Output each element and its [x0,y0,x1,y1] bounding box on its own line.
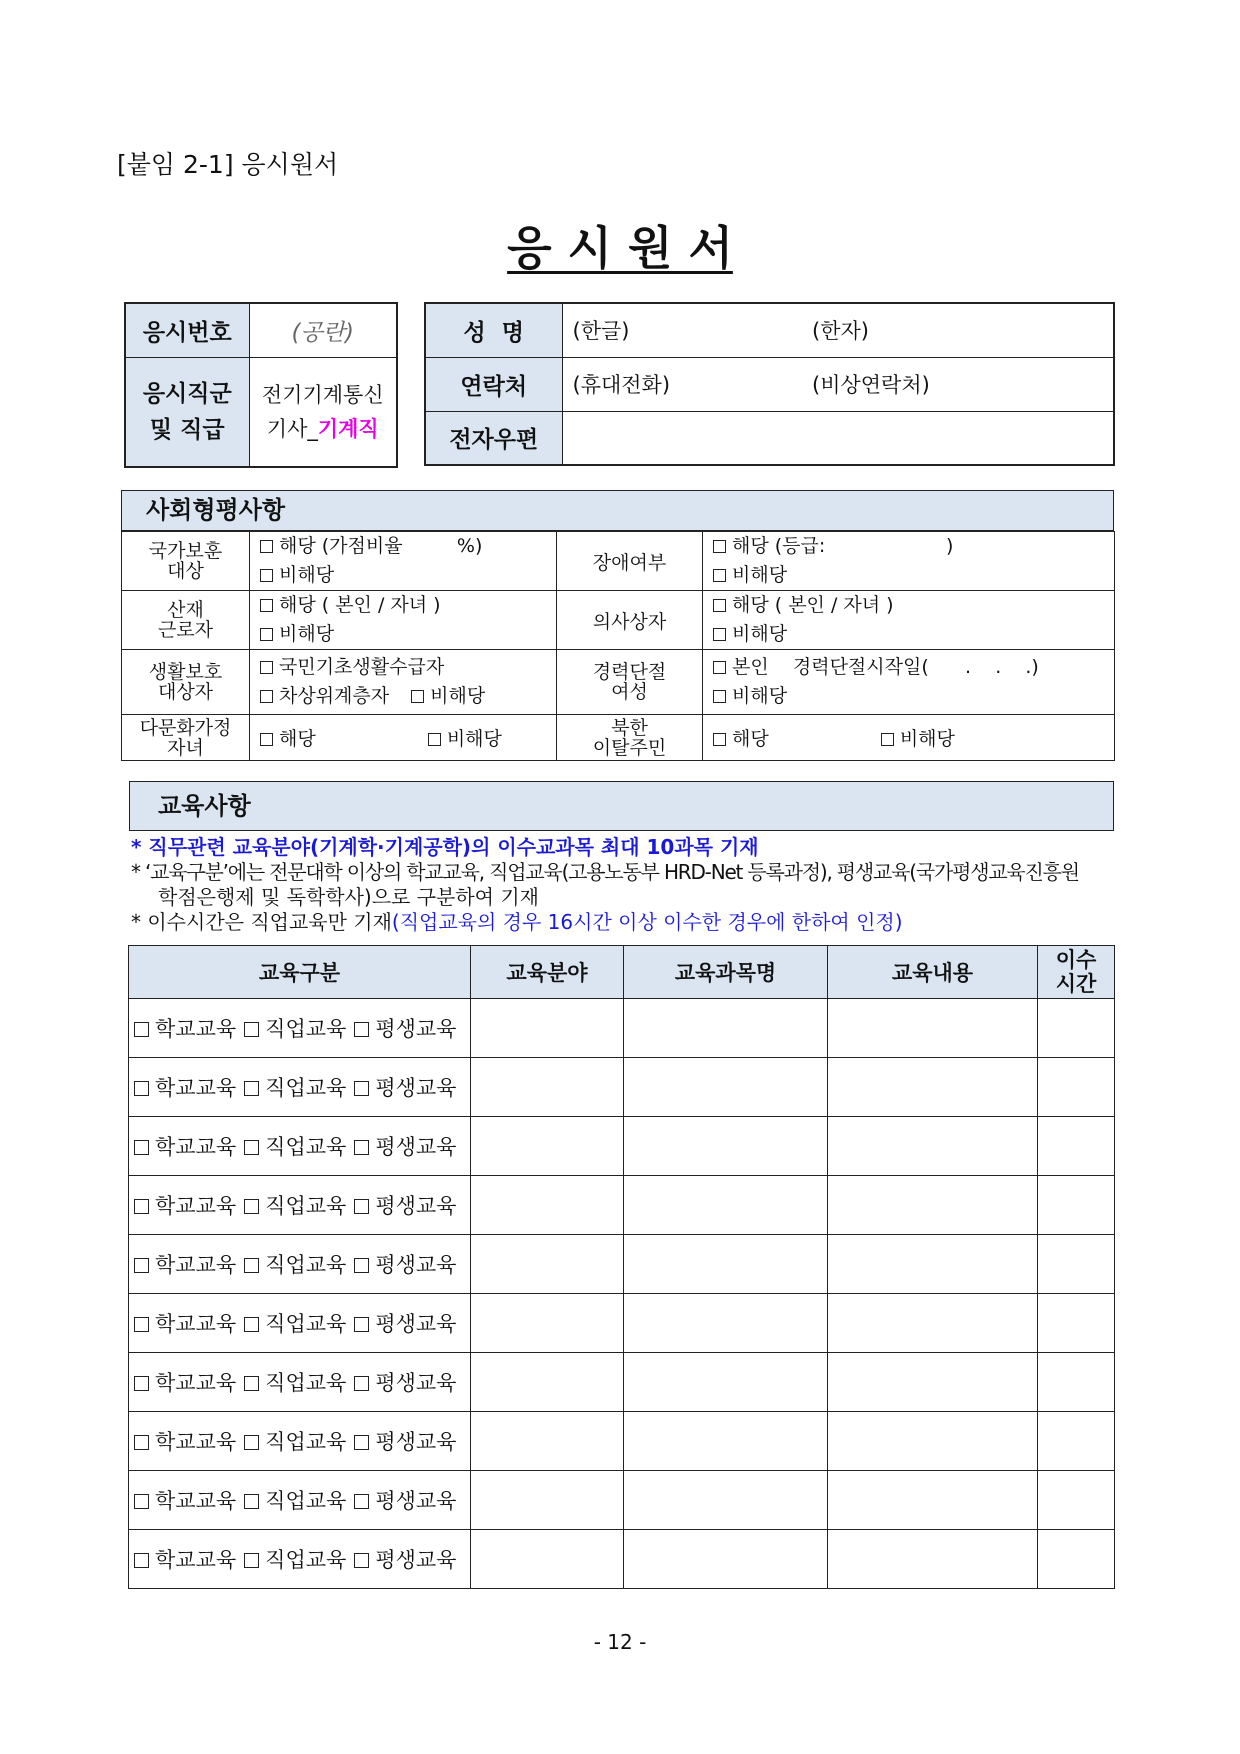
school-checkbox[interactable] [134,1258,149,1273]
edu-type-option-label: 학교교육 [155,1371,237,1395]
education-row [129,1530,1115,1589]
job-category-label: 응시직군 및 직급 [125,357,249,467]
checkbox[interactable] [713,628,726,641]
social-table [121,531,1115,761]
edu-type-option-label: 학교교육 [155,1312,237,1336]
multicultural-label: 다문화가정 자녀 [122,715,250,761]
name-label: 성 명 [425,303,562,357]
edu-type-option-label: 직업교육 [265,1312,347,1336]
school-checkbox[interactable] [134,1494,149,1509]
email-field[interactable] [562,411,1114,465]
school-checkbox[interactable] [134,1081,149,1096]
job-checkbox[interactable] [244,1022,259,1037]
veteran-options: 해당 (가점비율 %) 비해당 [250,532,557,591]
education-row [129,999,1115,1058]
edu-type-option-label: 평생교육 [375,1076,457,1100]
edu-type-option-label: 직업교육 [265,1489,347,1513]
lifelong-checkbox[interactable] [354,1317,369,1332]
lifelong-checkbox[interactable] [354,1140,369,1155]
education-section-header: 교육사항 [129,781,1114,831]
checkbox[interactable] [260,733,273,746]
job-category-value: 전기기계통신 기사_기계직 [249,357,397,467]
hours-cell[interactable] [1038,1353,1115,1412]
job-checkbox[interactable] [244,1317,259,1332]
exam-number-label: 응시번호 [125,303,249,357]
education-row [129,1294,1115,1353]
school-checkbox[interactable] [134,1022,149,1037]
course-name-cell[interactable] [624,1294,828,1353]
checkbox[interactable] [428,733,441,746]
checkbox[interactable] [260,661,273,674]
school-checkbox[interactable] [134,1553,149,1568]
edu-type-cell [129,1058,471,1117]
edu-type-option-label: 직업교육 [265,1135,347,1159]
education-row [129,1176,1115,1235]
hours-cell[interactable] [1038,1235,1115,1294]
col-header-course-content: 교육내용 [828,946,1038,999]
col-header-edu-field: 교육분야 [471,946,624,999]
col-header-hours: 이수 시간 [1038,946,1115,999]
checkbox[interactable] [713,733,726,746]
checkbox[interactable] [881,733,894,746]
hours-cell[interactable] [1038,1176,1115,1235]
edu-type-option-label: 평생교육 [375,1253,457,1277]
edu-type-option-label: 평생교육 [375,1194,457,1218]
course-name-cell[interactable] [624,1176,828,1235]
school-checkbox[interactable] [134,1376,149,1391]
edu-type-option-label: 평생교육 [375,1135,457,1159]
education-row [129,1117,1115,1176]
page-number: - 12 - [593,1630,647,1654]
job-checkbox[interactable] [244,1435,259,1450]
edu-type-option-label: 평생교육 [375,1017,457,1041]
edu-type-option-label: 직업교육 [265,1253,347,1277]
lifelong-checkbox[interactable] [354,1022,369,1037]
checkbox[interactable] [260,569,273,582]
course-name-cell[interactable] [624,1058,828,1117]
course-content-cell[interactable] [828,1530,1038,1589]
social-section-header: 사회형평사항 [121,490,1114,531]
lifelong-checkbox[interactable] [354,1199,369,1214]
edu-field-cell[interactable] [471,1353,624,1412]
course-content-cell[interactable] [828,1117,1038,1176]
hours-cell[interactable] [1038,1058,1115,1117]
job-checkbox[interactable] [244,1081,259,1096]
name-field[interactable]: (한글) (한자) [562,303,1114,357]
course-name-cell[interactable] [624,1353,828,1412]
career-break-options: 본인 경력단절시작일( . . .) 비해당 [703,650,1115,715]
job-checkbox[interactable] [244,1376,259,1391]
course-name-cell[interactable] [624,999,828,1058]
edu-type-cell [129,1530,471,1589]
hours-cell[interactable] [1038,1117,1115,1176]
checkbox[interactable] [260,540,273,553]
lifelong-checkbox[interactable] [354,1435,369,1450]
edu-type-option-label: 학교교육 [155,1430,237,1454]
hours-cell[interactable] [1038,1530,1115,1589]
course-content-cell[interactable] [828,1353,1038,1412]
job-checkbox[interactable] [244,1258,259,1273]
contact-field[interactable]: (휴대전화) (비상연락처) [562,357,1114,411]
career-break-label: 경력단절 여성 [557,650,703,715]
education-note-2b: 학점은행제 및 독학학사)으로 구분하여 기재 [158,885,539,909]
checkbox[interactable] [713,661,726,674]
edu-field-cell[interactable] [471,1412,624,1471]
course-name-cell[interactable] [624,1235,828,1294]
checkbox[interactable] [260,690,273,703]
lifelong-checkbox[interactable] [354,1376,369,1391]
edu-type-cell [129,1353,471,1412]
exam-info-table [124,302,398,468]
course-name-cell[interactable] [624,1412,828,1471]
edu-type-option-label: 학교교육 [155,1017,237,1041]
defector-options: 해당 비해당 [703,715,1115,761]
defector-label: 북한 이탈주민 [557,715,703,761]
edu-type-option-label: 학교교육 [155,1135,237,1159]
course-content-cell[interactable] [828,1471,1038,1530]
disability-label: 장애여부 [557,532,703,591]
checkbox[interactable] [260,628,273,641]
edu-type-cell [129,1471,471,1530]
edu-type-option-label: 평생교육 [375,1430,457,1454]
edu-type-option-label: 직업교육 [265,1371,347,1395]
hours-cell[interactable] [1038,999,1115,1058]
industrial-worker-options: 해당 ( 본인 / 자녀 ) 비해당 [250,591,557,650]
page-title: 응 시 원 서 [507,221,733,275]
edu-type-cell [129,1117,471,1176]
edu-type-option-label: 학교교육 [155,1548,237,1572]
edu-type-option-label: 학교교육 [155,1489,237,1513]
industrial-worker-label: 산재 근로자 [122,591,250,650]
welfare-options: 국민기초생활수급자 차상위계층자 비해당 [250,650,557,715]
righteous-casualty-label: 의사상자 [557,591,703,650]
checkbox[interactable] [411,690,424,703]
course-content-cell[interactable] [828,1294,1038,1353]
course-content-cell[interactable] [828,1058,1038,1117]
course-name-cell[interactable] [624,1471,828,1530]
col-header-course-name: 교육과목명 [624,946,828,999]
education-note-2: * ‘교육구분’에는 전문대학 이상의 학교교육, 직업교육(고용노동부 HRD-Net 등록과정), 평생교육(국가평생교육진흥원 [131,860,1079,884]
col-header-edu-type: 교육구분 [129,946,471,999]
checkbox[interactable] [713,540,726,553]
edu-type-option-label: 직업교육 [265,1017,347,1041]
edu-field-cell[interactable] [471,1058,624,1117]
checkbox[interactable] [713,599,726,612]
education-note-1: * 직무관련 교육분야(기계학·기계공학)의 이수교과목 최대 10과목 기재 [131,835,759,859]
course-content-cell[interactable] [828,1235,1038,1294]
edu-type-cell [129,1294,471,1353]
edu-type-option-label: 직업교육 [265,1194,347,1218]
education-note-3: * 이수시간은 직업교육만 기재(직업교육의 경우 16시간 이상 이수한 경우에 한하여 인정) [131,910,903,934]
righteous-casualty-options: 해당 ( 본인 / 자녀 ) 비해당 [703,591,1115,650]
edu-field-cell[interactable] [471,1235,624,1294]
attachment-label: [붙임 2-1] 응시원서 [117,150,339,179]
course-content-cell[interactable] [828,999,1038,1058]
multicultural-options: 해당 비해당 [250,715,557,761]
job-checkbox[interactable] [244,1199,259,1214]
edu-type-option-label: 학교교육 [155,1253,237,1277]
lifelong-checkbox[interactable] [354,1494,369,1509]
exam-number-field[interactable]: (공란) [249,303,397,357]
checkbox[interactable] [713,569,726,582]
course-name-cell[interactable] [624,1117,828,1176]
course-content-cell[interactable] [828,1176,1038,1235]
job-checkbox[interactable] [244,1553,259,1568]
edu-type-option-label: 평생교육 [375,1371,457,1395]
edu-field-cell[interactable] [471,1471,624,1530]
personal-info-table [424,302,1115,466]
education-row [129,1235,1115,1294]
education-table [128,945,1115,1589]
school-checkbox[interactable] [134,1317,149,1332]
education-row [129,1353,1115,1412]
email-label: 전자우편 [425,411,562,465]
hours-cell[interactable] [1038,1412,1115,1471]
edu-type-cell [129,1176,471,1235]
school-checkbox[interactable] [134,1140,149,1155]
edu-type-option-label: 직업교육 [265,1076,347,1100]
education-row [129,1471,1115,1530]
job-checkbox[interactable] [244,1494,259,1509]
education-row [129,1412,1115,1471]
edu-type-option-label: 평생교육 [375,1548,457,1572]
checkbox[interactable] [260,599,273,612]
edu-type-option-label: 직업교육 [265,1548,347,1572]
veteran-label: 국가보훈 대상 [122,532,250,591]
edu-field-cell[interactable] [471,1530,624,1589]
course-content-cell[interactable] [828,1412,1038,1471]
disability-options: 해당 (등급: ) 비해당 [703,532,1115,591]
edu-field-cell[interactable] [471,1294,624,1353]
checkbox[interactable] [713,690,726,703]
edu-type-option-label: 학교교육 [155,1194,237,1218]
hours-cell[interactable] [1038,1471,1115,1530]
education-notes [131,835,1121,935]
job-checkbox[interactable] [244,1140,259,1155]
lifelong-checkbox[interactable] [354,1553,369,1568]
lifelong-checkbox[interactable] [354,1258,369,1273]
education-row [129,1058,1115,1117]
course-name-cell[interactable] [624,1530,828,1589]
edu-field-cell[interactable] [471,1176,624,1235]
edu-type-option-label: 평생교육 [375,1489,457,1513]
edu-field-cell[interactable] [471,1117,624,1176]
welfare-label: 생활보호 대상자 [122,650,250,715]
lifelong-checkbox[interactable] [354,1081,369,1096]
edu-type-cell [129,1412,471,1471]
edu-field-cell[interactable] [471,999,624,1058]
contact-label: 연락처 [425,357,562,411]
edu-type-option-label: 평생교육 [375,1312,457,1336]
school-checkbox[interactable] [134,1199,149,1214]
hours-cell[interactable] [1038,1294,1115,1353]
edu-type-cell [129,1235,471,1294]
edu-type-option-label: 직업교육 [265,1430,347,1454]
edu-type-cell [129,999,471,1058]
school-checkbox[interactable] [134,1435,149,1450]
edu-type-option-label: 학교교육 [155,1076,237,1100]
